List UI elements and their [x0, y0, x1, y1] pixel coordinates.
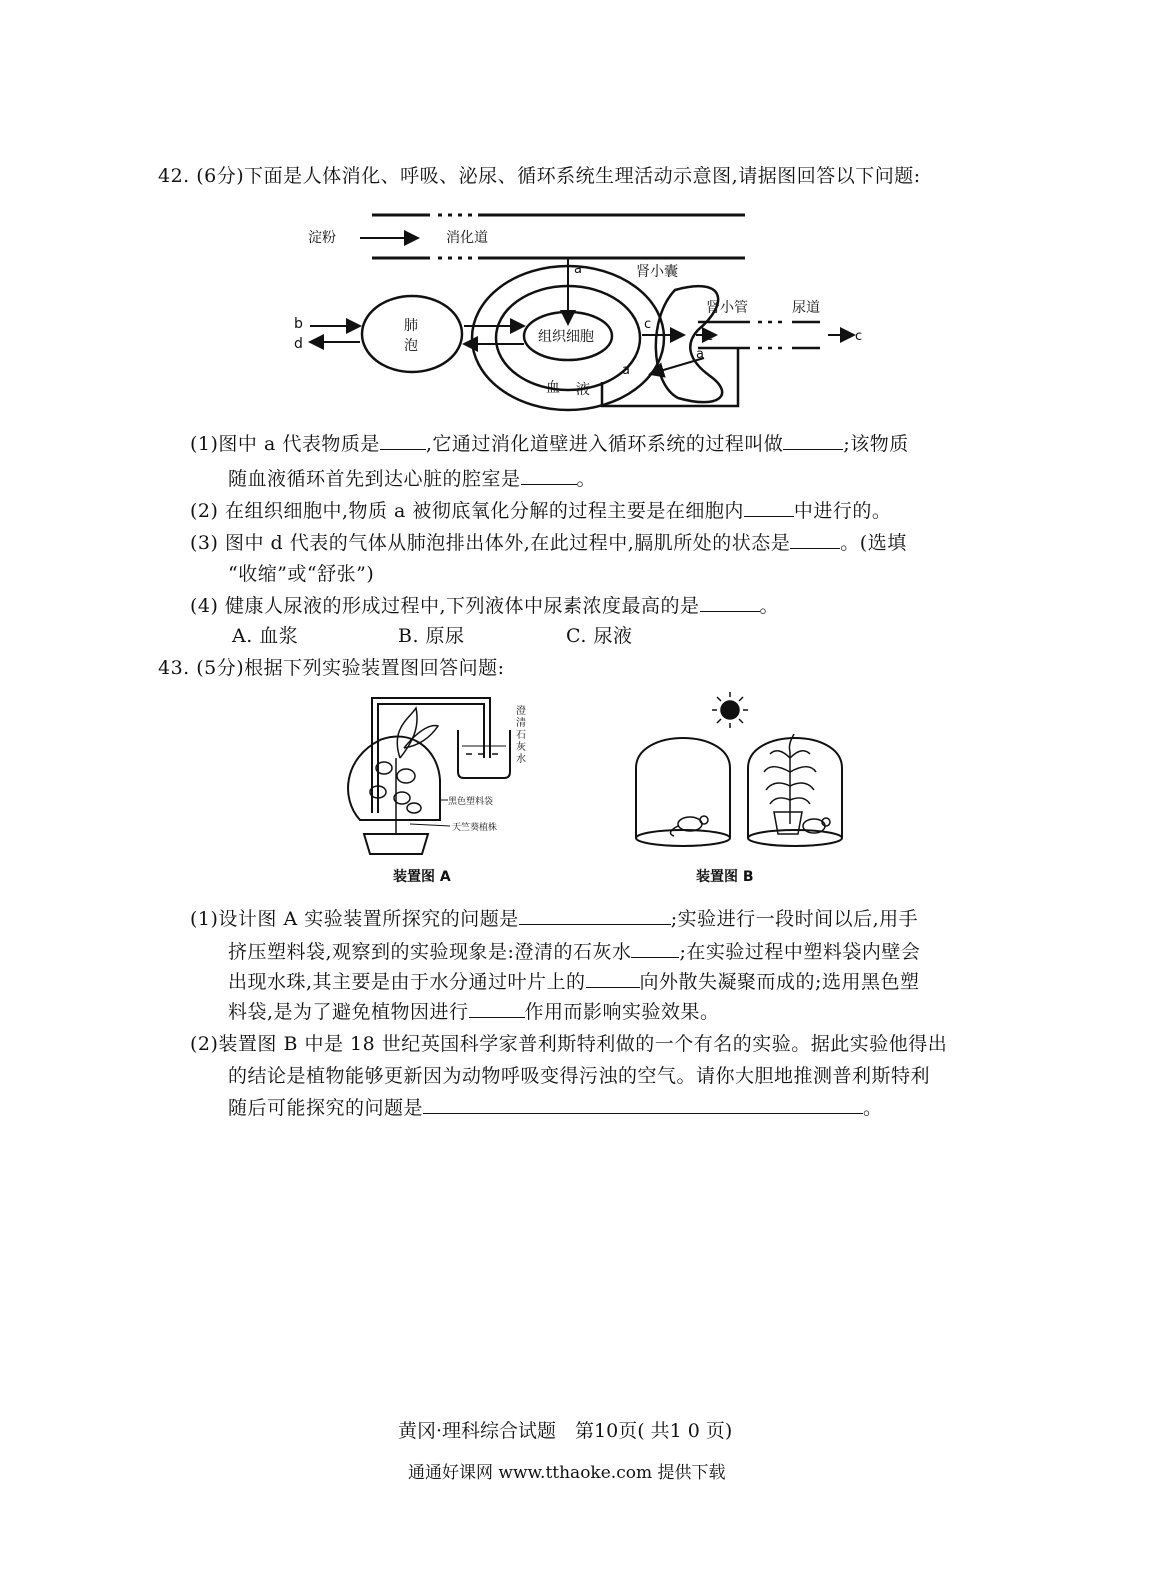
q43-p1-line1	[190, 905, 918, 933]
q42-p1-line2	[228, 465, 596, 493]
label-a-top: a	[574, 262, 582, 277]
limewater-label-5: 水	[516, 754, 526, 765]
alveolus-shape	[362, 296, 462, 372]
bell-jar-left	[636, 738, 730, 838]
q43-p2-text-a: 随后可能探究的问题是	[228, 1097, 424, 1119]
q43-p1-text-b: ;实验进行一段时间以后,用手	[670, 908, 919, 930]
q43-p1-text-g: 料袋,是为了避免植物因进行	[228, 1001, 469, 1023]
black-bag-label: 黑色塑料袋	[448, 797, 494, 807]
label-a-bottom: a	[622, 363, 630, 378]
q43-p1-text-a: (1)设计图 A 实验装置所探究的问题是	[190, 908, 519, 930]
q43-blank-4[interactable]	[469, 999, 525, 1018]
sun-icon	[712, 692, 748, 728]
q43-blank-3[interactable]	[586, 969, 640, 988]
q42-blank-1[interactable]	[380, 431, 426, 450]
q42-p4-line	[190, 592, 779, 620]
q42-p3-line1	[190, 529, 907, 557]
q42-p3-text-b: 。(选填	[840, 532, 907, 554]
label-c-inner: c	[706, 329, 714, 344]
q42-p1-text-b: ,它通过消化道壁进入循环系统的过程叫做	[425, 433, 784, 455]
label-c-out: c	[855, 329, 863, 344]
apparatus-b-caption: 装置图 B	[696, 869, 754, 885]
q43-p1-line4	[228, 998, 720, 1026]
q43-p1-line2	[228, 938, 920, 966]
label-d: d	[294, 336, 303, 352]
q42-p3-line2: “收缩”或“舒张”)	[228, 563, 375, 585]
q42-blank-6[interactable]	[700, 593, 760, 612]
label-a-right: a	[696, 347, 704, 362]
plant-label: 天竺葵植株	[452, 823, 498, 833]
q42-p1-text-a: (1)图中 a 代表物质是	[190, 433, 380, 455]
limewater-label-2: 清	[516, 718, 526, 729]
q43-p2-text-b: 。	[863, 1097, 883, 1119]
q42-option-a[interactable]: A. 血浆	[232, 625, 299, 647]
q42-option-c[interactable]: C. 尿液	[566, 625, 633, 647]
q42-p2-text-b: 中进行的。	[793, 500, 892, 522]
q42-option-b[interactable]: B. 原尿	[398, 625, 465, 647]
q43-p2-line3	[228, 1094, 883, 1122]
q42-p1-text-d: 随血液循环首先到达心脏的腔室是	[228, 468, 521, 490]
q43-blank-1[interactable]	[519, 906, 671, 925]
renal-tubule-label: 肾小管	[706, 300, 748, 316]
q43-p1-line3	[228, 968, 919, 996]
tissue-cell-label: 组织细胞	[538, 329, 594, 345]
gas-tube	[372, 698, 490, 813]
tubule-lines	[698, 322, 820, 348]
q43-p2-line2: 的结论是植物能够更新因为动物呼吸变得污浊的空气。请你大胆地推测普利斯特利	[228, 1065, 931, 1087]
physiology-diagram	[280, 198, 863, 423]
limewater-label-3: 石	[516, 730, 526, 741]
apparatus-a-caption: 装置图 A	[393, 869, 451, 885]
digestive-tract-lines	[372, 215, 745, 258]
q43-p1-text-h: 作用而影响实验效果。	[524, 1001, 720, 1023]
jar-base-left	[636, 830, 730, 846]
q42-blank-4[interactable]	[744, 498, 794, 517]
digestive-tract-label: 消化道	[446, 230, 488, 246]
plant-right	[764, 734, 816, 824]
limewater-label-1: 澄	[516, 706, 526, 717]
q42-p1-line1	[190, 430, 909, 458]
jar-base-right	[748, 830, 842, 846]
q43-blank-2[interactable]	[631, 939, 679, 958]
q42-p1-text-e: 。	[576, 468, 597, 490]
q42-blank-5[interactable]	[790, 530, 840, 549]
q42-p1-text-c: ;该物质	[843, 433, 909, 455]
q42-blank-2[interactable]	[783, 431, 843, 450]
q42-p3-text-a: (3) 图中 d 代表的气体从肺泡排出体外,在此过程中,膈肌所处的状态是	[190, 532, 791, 554]
q43-p1-text-c: 挤压塑料袋,观察到的实验现象是:澄清的石灰水	[228, 941, 632, 963]
apparatus-b	[630, 688, 865, 853]
apparatus-a	[340, 688, 540, 858]
alveolus-label-2: 泡	[404, 338, 418, 354]
urethra-label: 尿道	[792, 300, 820, 316]
alveolus-label-1: 肺	[404, 318, 418, 334]
renal-capsule-label: 肾小囊	[636, 264, 678, 280]
q43-p1-text-e: 出现水珠,其主要是由于水分通过叶片上的	[228, 971, 586, 993]
q43-blank-5[interactable]	[423, 1095, 863, 1114]
flower-pot	[364, 834, 428, 854]
q42-blank-3[interactable]	[521, 466, 577, 485]
q43-p2-line1: (2)装置图 B 中是 18 世纪英国科学家普利斯特利做的一个有名的实验。据此实验他得出	[190, 1033, 948, 1055]
q42-p2-text-a: (2) 在组织细胞中,物质 a 被彻底氧化分解的过程主要是在细胞内	[190, 500, 744, 522]
q42-p4-text-a: (4) 健康人尿液的形成过程中,下列液体中尿素浓度最高的是	[190, 595, 700, 617]
geranium-plant	[370, 708, 438, 833]
download-credit: 通通好课网 www.tthaoke.com 提供下载	[408, 1463, 726, 1483]
label-b: b	[294, 316, 303, 332]
blood-label-1: 血	[546, 380, 560, 396]
label-c-mid: c	[644, 317, 652, 332]
q42-p4-text-b: 。	[759, 595, 780, 617]
q43-p1-text-f: 向外散失凝聚而成的;选用黑色塑	[639, 971, 920, 993]
q43-p1-text-d: ;在实验过程中塑料袋内壁会	[679, 941, 921, 963]
mouse-left	[671, 816, 708, 836]
starch-label: 淀粉	[308, 230, 336, 246]
q42-p2-line	[190, 497, 891, 525]
limewater-label-4: 灰	[516, 742, 526, 753]
blood-label-2: 液	[576, 382, 590, 398]
q42-title: 42. (6分)下面是人体消化、呼吸、泌尿、循环系统生理活动示意图,请据图回答以下问题:	[158, 165, 921, 187]
page-footer: 黄冈·理科综合试题 第10页( 共1 0 页)	[398, 1420, 733, 1442]
black-plastic-bag	[348, 736, 440, 820]
q43-title: 43. (5分)根据下列实验装置图回答问题:	[158, 657, 505, 679]
